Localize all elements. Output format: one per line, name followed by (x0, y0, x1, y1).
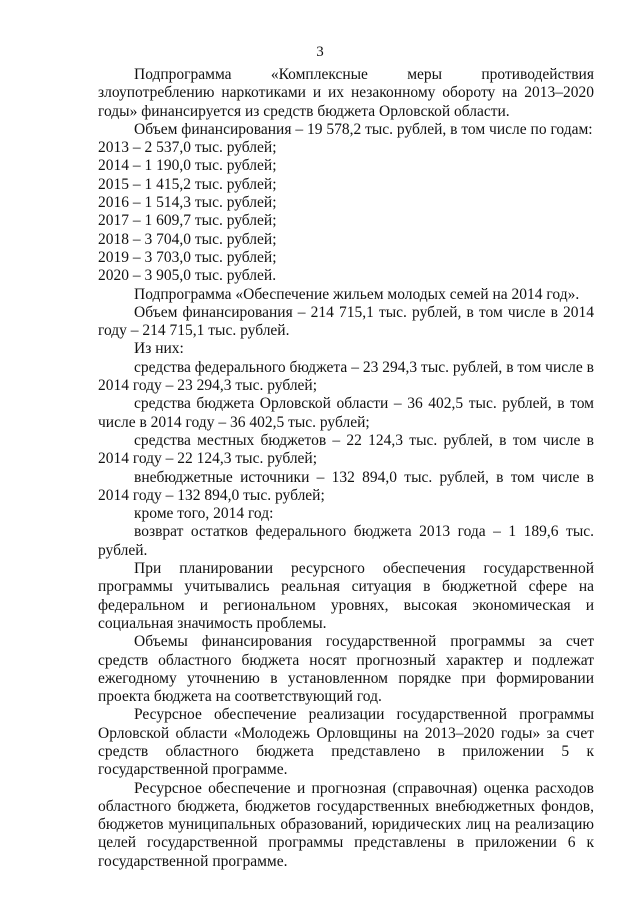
paragraph-refund-balances: возврат остатков федерального бюджета 2013 года – 1 189,6 тыс. рублей. (98, 523, 594, 559)
document-body (98, 66, 594, 871)
year-line-2015: 2015 – 1 415,2 тыс. рублей; (98, 175, 277, 193)
year-line-2016: 2016 – 1 514,3 тыс. рублей; (98, 194, 277, 212)
paragraph-funding-forecast: Объемы финансирования государственной программы за счет средств областного бюджета носят прогнозный характер и подлежат ежегодному уточнению в установленном порядке при формировании проекта бюджета на соответствующий год. (98, 633, 594, 706)
paragraph-regional-budget: средства бюджета Орловской области – 36 402,5 тыс. рублей, в том числе в 2014 году – 36 402,5 тыс. рублей; (98, 395, 594, 431)
paragraph-resource-appendix-5: Ресурсное обеспечение реализации государственной программы Орловской области «Молодежь Орловщины на 2013–2020 годы» за счет средств областного бюджета представлено в приложении 5 к государственной программе. (98, 706, 594, 779)
year-line-2018: 2018 – 3 704,0 тыс. рублей; (98, 230, 277, 248)
year-line-2017: 2017 – 1 609,7 тыс. рублей; (98, 212, 277, 230)
paragraph-besides-2014: кроме того, 2014 год: (134, 505, 274, 523)
year-line-2013: 2013 – 2 537,0 тыс. рублей; (98, 139, 277, 157)
paragraph-funding-total: Объем финансирования – 19 578,2 тыс. рублей, в том числе по годам: (134, 120, 593, 138)
paragraph-resource-appendix-6: Ресурсное обеспечение и прогнозная (справочная) оценка расходов областного бюджета, бюджетов государственных внебюджетных фондов, бюджетов муниципальных образований, юридических лиц на реализацию целей государственной программы представлены в приложении 6 к государственной программе. (98, 779, 594, 870)
paragraph-housing-funding: Объем финансирования – 214 715,1 тыс. рублей, в том числе в 2014 году – 214 715,1 тыс. рублей. (98, 303, 594, 340)
paragraph-extrabudgetary: внебюджетные источники – 132 894,0 тыс. рублей, в том числе в 2014 году – 132 894,0 тыс. рублей; (98, 468, 594, 504)
paragraph-local-budgets: средства местных бюджетов – 22 124,3 тыс. рублей, в том числе в 2014 году – 22 124,3 тыс. рублей; (98, 431, 594, 468)
paragraph-of-which: Из них: (134, 340, 184, 358)
paragraph-planning: При планировании ресурсного обеспечения государственной программы учитывались реальная ситуация в бюджетной сфере на федеральном и региональном уровнях, высокая экономическая и социальная значимость проблемы. (98, 560, 594, 632)
year-line-2020: 2020 – 3 905,0 тыс. рублей. (98, 267, 277, 285)
year-line-2014: 2014 – 1 190,0 тыс. рублей; (98, 157, 277, 175)
paragraph-subprogram-narcotics: Подпрограмма «Комплексные меры противодействия злоупотреблению наркотиками и их незаконному обороту на 2013–2020 годы» финансируется из средств бюджета Орловской области. (98, 66, 594, 120)
paragraph-subprogram-housing: Подпрограмма «Обеспечение жильем молодых семей на 2014 год». (134, 285, 580, 303)
paragraph-federal-budget: средства федерального бюджета – 23 294,3 тыс. рублей, в том числе в 2014 году – 23 294,3 тыс. рублей; (98, 358, 594, 395)
page-number: 3 (316, 44, 324, 60)
year-line-2019: 2019 – 3 703,0 тыс. рублей; (98, 248, 277, 266)
